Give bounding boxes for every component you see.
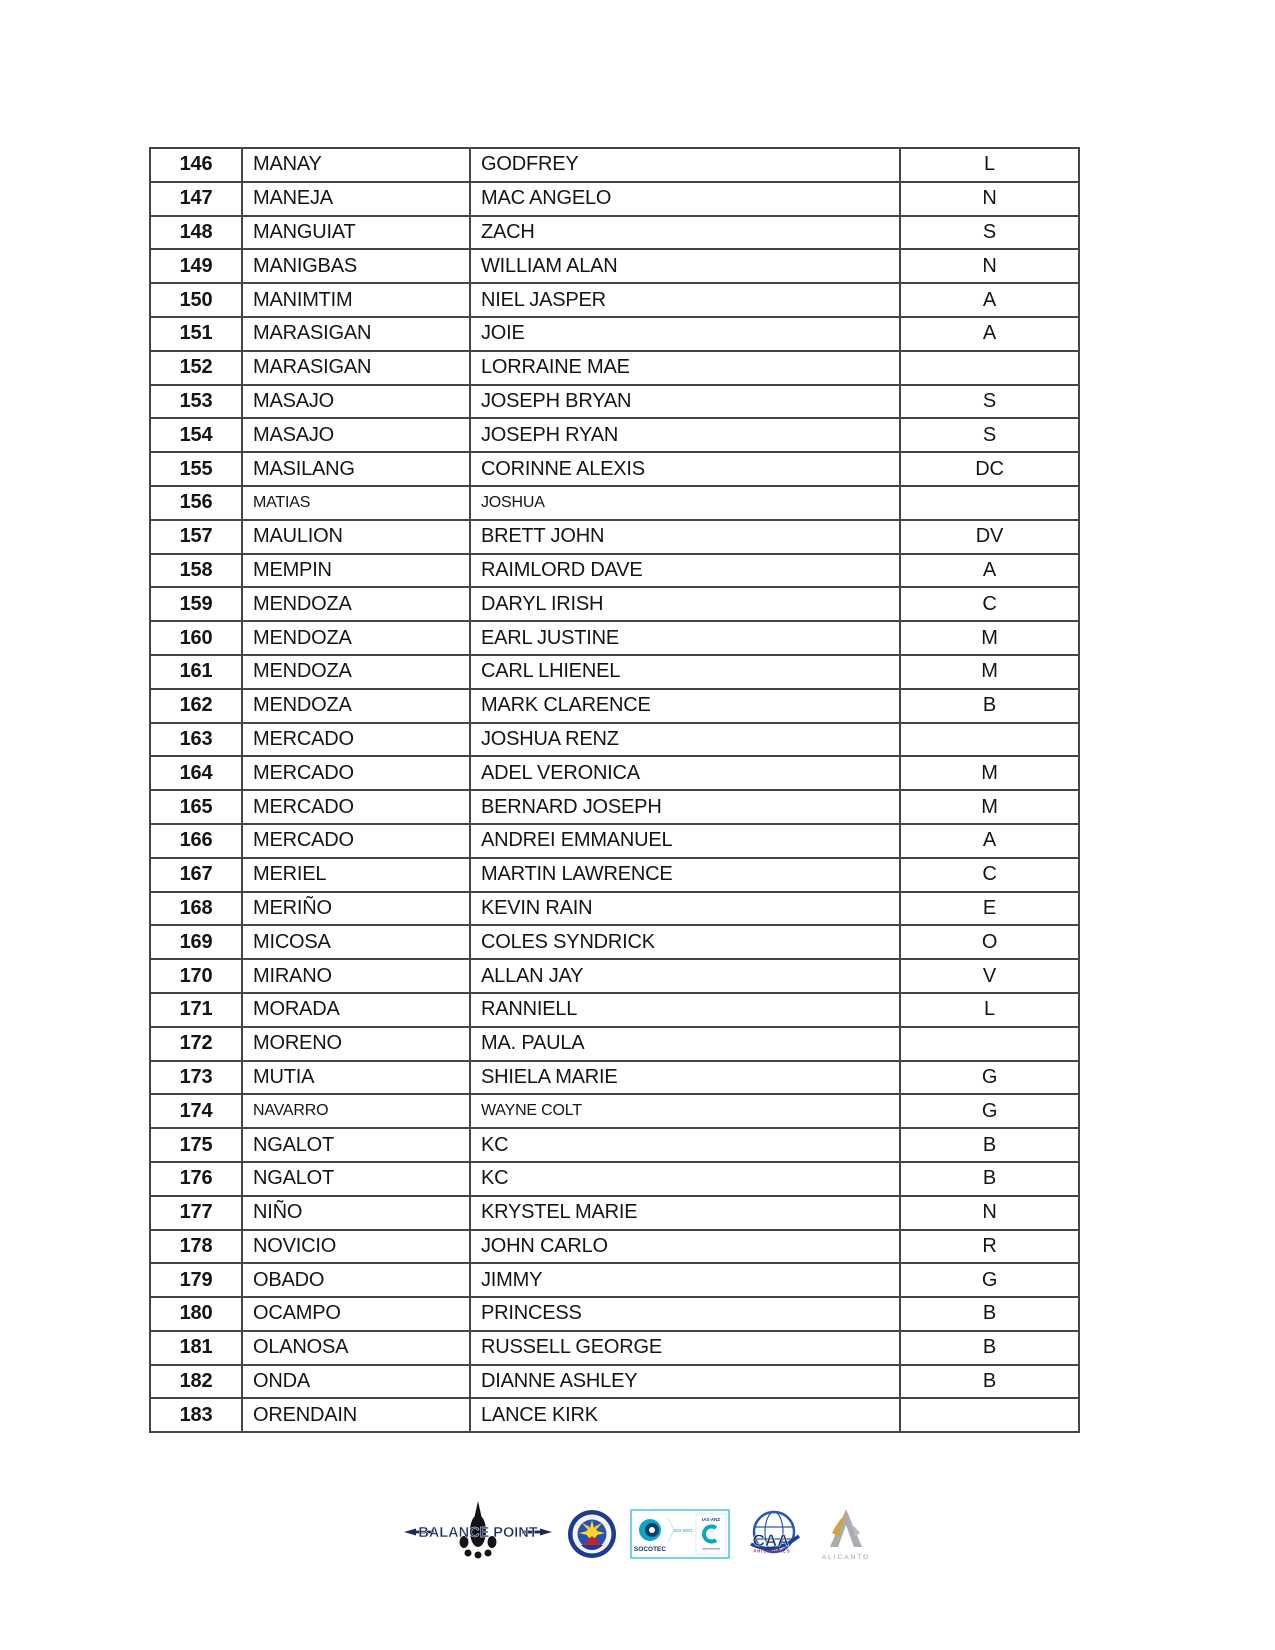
surname-cell: NGALOT [242,1128,470,1162]
given-name-cell: RANNIELL [470,993,900,1027]
caa-sub-label: PHILIPPINES [752,1548,791,1554]
middle-initial-cell: G [900,1094,1079,1128]
given-name-cell: WAYNE COLT [470,1094,900,1128]
row-number: 156 [150,486,242,520]
table-row [150,1094,1079,1128]
middle-initial-cell: N [900,182,1079,216]
table-row [150,351,1079,385]
airplane-wheel-icon [484,1550,491,1557]
surname-cell: NIÑO [242,1196,470,1230]
given-name-cell: CARL LHIENEL [470,655,900,689]
table-row [150,283,1079,317]
middle-initial-cell: A [900,283,1079,317]
middle-initial-cell: O [900,925,1079,959]
middle-initial-cell: E [900,892,1079,926]
row-number: 151 [150,317,242,351]
middle-initial-cell: A [900,317,1079,351]
given-name-cell: BRETT JOHN [470,520,900,554]
row-number: 161 [150,655,242,689]
table-row [150,520,1079,554]
row-number: 182 [150,1365,242,1399]
airplane-wheel-icon [464,1550,471,1557]
middle-initial-cell: G [900,1263,1079,1297]
given-name-cell: ALLAN JAY [470,959,900,993]
surname-cell: NGALOT [242,1162,470,1196]
table-row [150,452,1079,486]
row-number: 177 [150,1196,242,1230]
airplane-wheel-icon [474,1552,481,1559]
given-name-cell: LORRAINE MAE [470,351,900,385]
middle-initial-cell: B [900,1297,1079,1331]
middle-initial-cell: B [900,1128,1079,1162]
middle-initial-cell: DV [900,520,1079,554]
table-row [150,486,1079,520]
surname-cell: MENDOZA [242,689,470,723]
row-number: 168 [150,892,242,926]
surname-cell: MATIAS [242,486,470,520]
surname-cell: ONDA [242,1365,470,1399]
table-row [150,418,1079,452]
row-number: 160 [150,621,242,655]
caa-wordmark: CAA [752,1531,789,1550]
surname-cell: MENDOZA [242,655,470,689]
given-name-cell: LANCE KIRK [470,1398,900,1432]
footer-logos [402,1498,874,1570]
table-row [150,621,1079,655]
surname-cell: MENDOZA [242,587,470,621]
ias-fine-print-line [702,1548,720,1550]
surname-cell: MERCADO [242,723,470,757]
surname-cell: MERIÑO [242,892,470,926]
seal-logo [567,1509,617,1559]
middle-initial-cell: B [900,1365,1079,1399]
table-row [150,148,1079,182]
table-row [150,1230,1079,1264]
row-number: 155 [150,452,242,486]
surname-cell: MANIMTIM [242,283,470,317]
surname-cell: MERCADO [242,790,470,824]
middle-initial-cell: L [900,148,1079,182]
middle-initial-cell: C [900,587,1079,621]
roster-table [149,147,1080,1433]
row-number: 176 [150,1162,242,1196]
table-row [150,587,1079,621]
row-number: 178 [150,1230,242,1264]
surname-cell: MICOSA [242,925,470,959]
row-number: 146 [150,148,242,182]
given-name-cell: ZACH [470,216,900,250]
row-number: 149 [150,249,242,283]
middle-initial-cell: DC [900,452,1079,486]
table-row [150,892,1079,926]
surname-cell: MANIGBAS [242,249,470,283]
row-number: 158 [150,554,242,588]
row-number: 169 [150,925,242,959]
middle-initial-cell: G [900,1061,1079,1095]
table-row [150,554,1079,588]
middle-initial-cell: B [900,689,1079,723]
given-name-cell: CORINNE ALEXIS [470,452,900,486]
middle-initial-cell [900,486,1079,520]
surname-cell: MIRANO [242,959,470,993]
row-number: 167 [150,858,242,892]
table-row [150,1365,1079,1399]
table-row [150,216,1079,250]
surname-cell: MENDOZA [242,621,470,655]
given-name-cell: MARK CLARENCE [470,689,900,723]
middle-initial-cell: B [900,1331,1079,1365]
surname-cell: MORENO [242,1027,470,1061]
given-name-cell: JOSEPH BRYAN [470,385,900,419]
given-name-cell: KC [470,1162,900,1196]
surname-cell: MASAJO [242,418,470,452]
given-name-cell: MAC ANGELO [470,182,900,216]
given-name-cell: MARTIN LAWRENCE [470,858,900,892]
given-name-cell: JIMMY [470,1263,900,1297]
given-name-cell: DARYL IRISH [470,587,900,621]
socotec-wordmark: SOCOTEC [633,1546,666,1553]
table-row [150,1331,1079,1365]
given-name-cell: RAIMLORD DAVE [470,554,900,588]
surname-cell: ORENDAIN [242,1398,470,1432]
balance-point-wordmark: BALANCE POINT [417,1525,538,1541]
row-number: 173 [150,1061,242,1095]
row-number: 148 [150,216,242,250]
surname-cell: MASAJO [242,385,470,419]
middle-initial-cell: M [900,655,1079,689]
table-row [150,249,1079,283]
table-row [150,959,1079,993]
row-number: 150 [150,283,242,317]
given-name-cell: EARL JUSTINE [470,621,900,655]
middle-initial-cell: M [900,621,1079,655]
table-row [150,723,1079,757]
balance-point-logo [402,1498,554,1570]
middle-initial-cell: S [900,418,1079,452]
surname-cell: OCAMPO [242,1297,470,1331]
middle-initial-cell: L [900,993,1079,1027]
middle-initial-cell: M [900,790,1079,824]
surname-cell: MASILANG [242,452,470,486]
row-number: 147 [150,182,242,216]
table-row [150,1128,1079,1162]
row-number: 154 [150,418,242,452]
given-name-cell: PRINCESS [470,1297,900,1331]
table-row [150,756,1079,790]
given-name-cell: JOSHUA [470,486,900,520]
alicanto-bird-icon [830,1509,862,1547]
surname-cell: MUTIA [242,1061,470,1095]
alicanto-wordmark: ALICANTO [821,1554,870,1561]
table-row [150,317,1079,351]
middle-initial-cell [900,1027,1079,1061]
socotec-iso-label: ISO 9001 [672,1528,693,1533]
given-name-cell: COLES SYNDRICK [470,925,900,959]
surname-cell: NOVICIO [242,1230,470,1264]
table-row [150,1196,1079,1230]
table-row [150,1398,1079,1432]
table-row [150,993,1079,1027]
row-number: 175 [150,1128,242,1162]
given-name-cell: JOIE [470,317,900,351]
table-row [150,1263,1079,1297]
given-name-cell: MA. PAULA [470,1027,900,1061]
surname-cell: MEMPIN [242,554,470,588]
row-number: 163 [150,723,242,757]
alicanto-logo [818,1503,874,1565]
given-name-cell: BERNARD JOSEPH [470,790,900,824]
given-name-cell: SHIELA MARIE [470,1061,900,1095]
table-row [150,824,1079,858]
surname-cell: MARASIGAN [242,351,470,385]
caa-logo [743,1506,805,1562]
given-name-cell: WILLIAM ALAN [470,249,900,283]
surname-cell: MANGUIAT [242,216,470,250]
given-name-cell: KC [470,1128,900,1162]
table-row [150,689,1079,723]
surname-cell: MANEJA [242,182,470,216]
given-name-cell: ANDREI EMMANUEL [470,824,900,858]
given-name-cell: JOHN CARLO [470,1230,900,1264]
row-number: 162 [150,689,242,723]
roster-table-body [150,148,1079,1432]
socotec-badge [630,1506,730,1562]
middle-initial-cell: N [900,249,1079,283]
middle-initial-cell: S [900,216,1079,250]
given-name-cell: KRYSTEL MARIE [470,1196,900,1230]
surname-cell: MERCADO [242,824,470,858]
middle-initial-cell: M [900,756,1079,790]
middle-initial-cell: A [900,824,1079,858]
middle-initial-cell: B [900,1162,1079,1196]
table-row [150,790,1079,824]
surname-cell: OBADO [242,1263,470,1297]
table-row [150,1027,1079,1061]
surname-cell: MAULION [242,520,470,554]
given-name-cell: JOSEPH RYAN [470,418,900,452]
table-row [150,182,1079,216]
row-number: 157 [150,520,242,554]
middle-initial-cell: N [900,1196,1079,1230]
given-name-cell: RUSSELL GEORGE [470,1331,900,1365]
row-number: 159 [150,587,242,621]
row-number: 164 [150,756,242,790]
row-number: 170 [150,959,242,993]
row-number: 152 [150,351,242,385]
surname-cell: MERIEL [242,858,470,892]
surname-cell: MORADA [242,993,470,1027]
ias-anz-label: IAS-ANZ [701,1517,720,1522]
row-number: 183 [150,1398,242,1432]
middle-initial-cell [900,1398,1079,1432]
socotec-dot [649,1527,655,1533]
given-name-cell: ADEL VERONICA [470,756,900,790]
row-number: 165 [150,790,242,824]
row-number: 171 [150,993,242,1027]
middle-initial-cell: S [900,385,1079,419]
row-number: 179 [150,1263,242,1297]
row-number: 174 [150,1094,242,1128]
table-row [150,1162,1079,1196]
table-row [150,1297,1079,1331]
row-number: 172 [150,1027,242,1061]
given-name-cell: DIANNE ASHLEY [470,1365,900,1399]
middle-initial-cell: V [900,959,1079,993]
surname-cell: OLANOSA [242,1331,470,1365]
middle-initial-cell [900,351,1079,385]
middle-initial-cell: C [900,858,1079,892]
row-number: 181 [150,1331,242,1365]
middle-initial-cell: A [900,554,1079,588]
given-name-cell: KEVIN RAIN [470,892,900,926]
table-row [150,858,1079,892]
surname-cell: MANAY [242,148,470,182]
given-name-cell: JOSHUA RENZ [470,723,900,757]
given-name-cell: GODFREY [470,148,900,182]
row-number: 166 [150,824,242,858]
row-number: 180 [150,1297,242,1331]
table-row [150,655,1079,689]
row-number: 153 [150,385,242,419]
middle-initial-cell: R [900,1230,1079,1264]
surname-cell: MARASIGAN [242,317,470,351]
surname-cell: MERCADO [242,756,470,790]
surname-cell: NAVARRO [242,1094,470,1128]
table-row [150,1061,1079,1095]
given-name-cell: NIEL JASPER [470,283,900,317]
table-row [150,925,1079,959]
middle-initial-cell [900,723,1079,757]
table-row [150,385,1079,419]
